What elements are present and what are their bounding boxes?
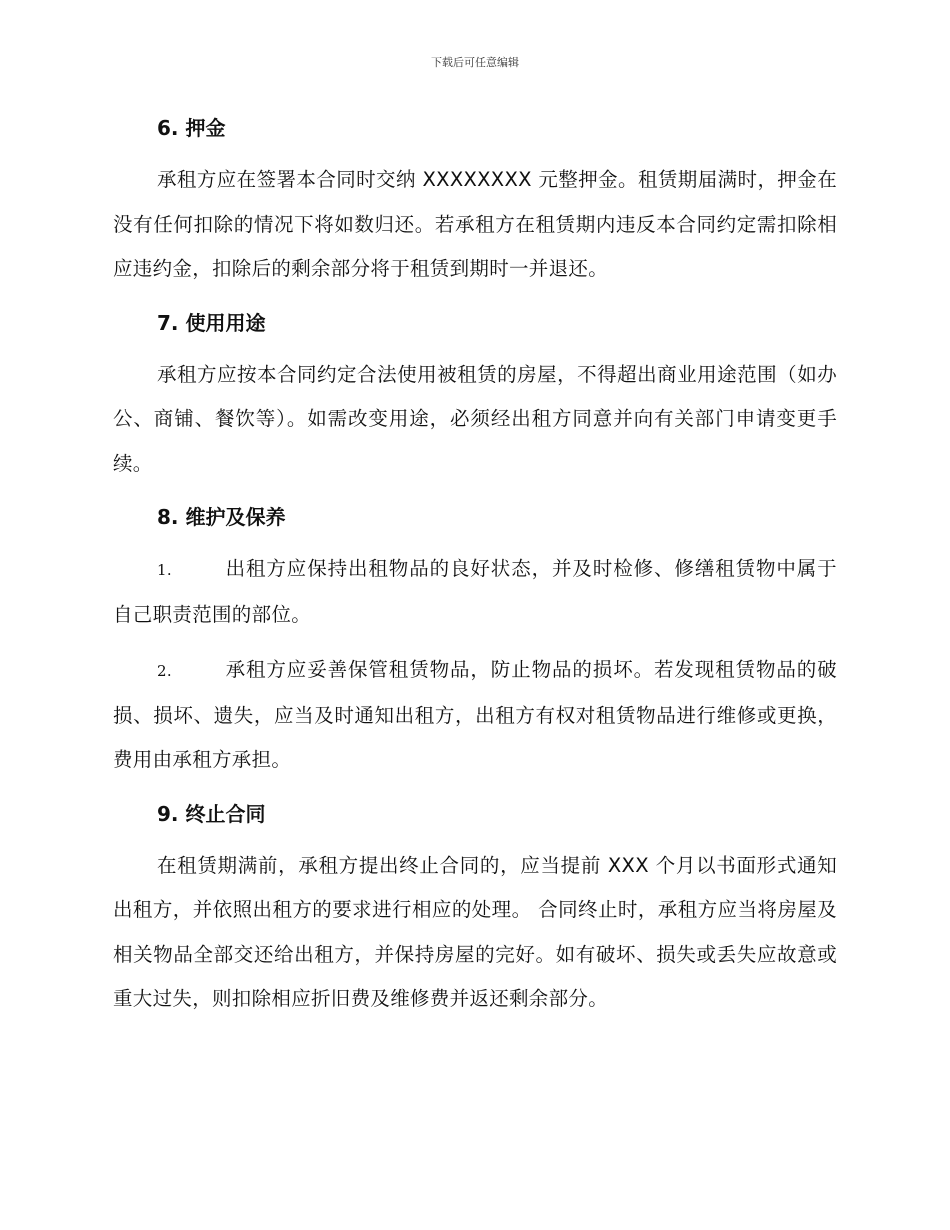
section-7-heading: 7. 使用用途 [157,310,266,335]
section-8-item-2 [113,648,837,783]
section-6-paragraph: 承租方应在签署本合同时交纳 XXXXXXXX 元整押金。租赁期届满时，押金在没有任何扣除的情况下将如数归还。若承租方在租赁期内违反本合同约定需扣除相应违约金，扣除后的剩余部分将于租赁到期时一并退还。 [113,168,837,280]
section-8-item-1 [113,547,837,637]
section-9-heading: 9. 终止合同 [157,801,266,826]
list-number: 1. [157,561,172,579]
list-number: 2. [157,662,172,680]
document-body [113,108,837,1022]
list-item-text: 承租方应妥善保管租赁物品，防止物品的损坏。若发现租赁物品的破损、损坏、遗失，应当及时通知出租方，出租方有权对租赁物品进行维修或更换，费用由承租方承担。 [113,658,837,771]
page-header: 下载后可任意编辑 [431,56,519,69]
section-6-heading: 6. 押金 [157,116,226,140]
section-7-paragraph: 承租方应按本合同约定合法使用被租赁的房屋，不得超出商业用途范围（如办公、商铺、餐饮等）。如需改变用途，必须经出租方同意并向有关部门申请变更手续。 [113,362,837,475]
list-item-text: 出租方应保持出租物品的良好状态，并及时检修、修缮租赁物中属于自己职责范围的部位。 [113,557,837,626]
section-9-paragraph: 在租赁期满前，承租方提出终止合同的，应当提前 XXX 个月以书面形式通知出租方，并依照出租方的要求进行相应的处理。 合同终止时，承租方应当将房屋及相关物品全部交还给出租方，并保持房屋的完好。如有破坏、损失或丢失应故意或重大过失，则扣除相应折旧费及维修费并返还剩余部分。 [113,853,837,1010]
section-8-heading: 8. 维护及保养 [157,505,286,529]
